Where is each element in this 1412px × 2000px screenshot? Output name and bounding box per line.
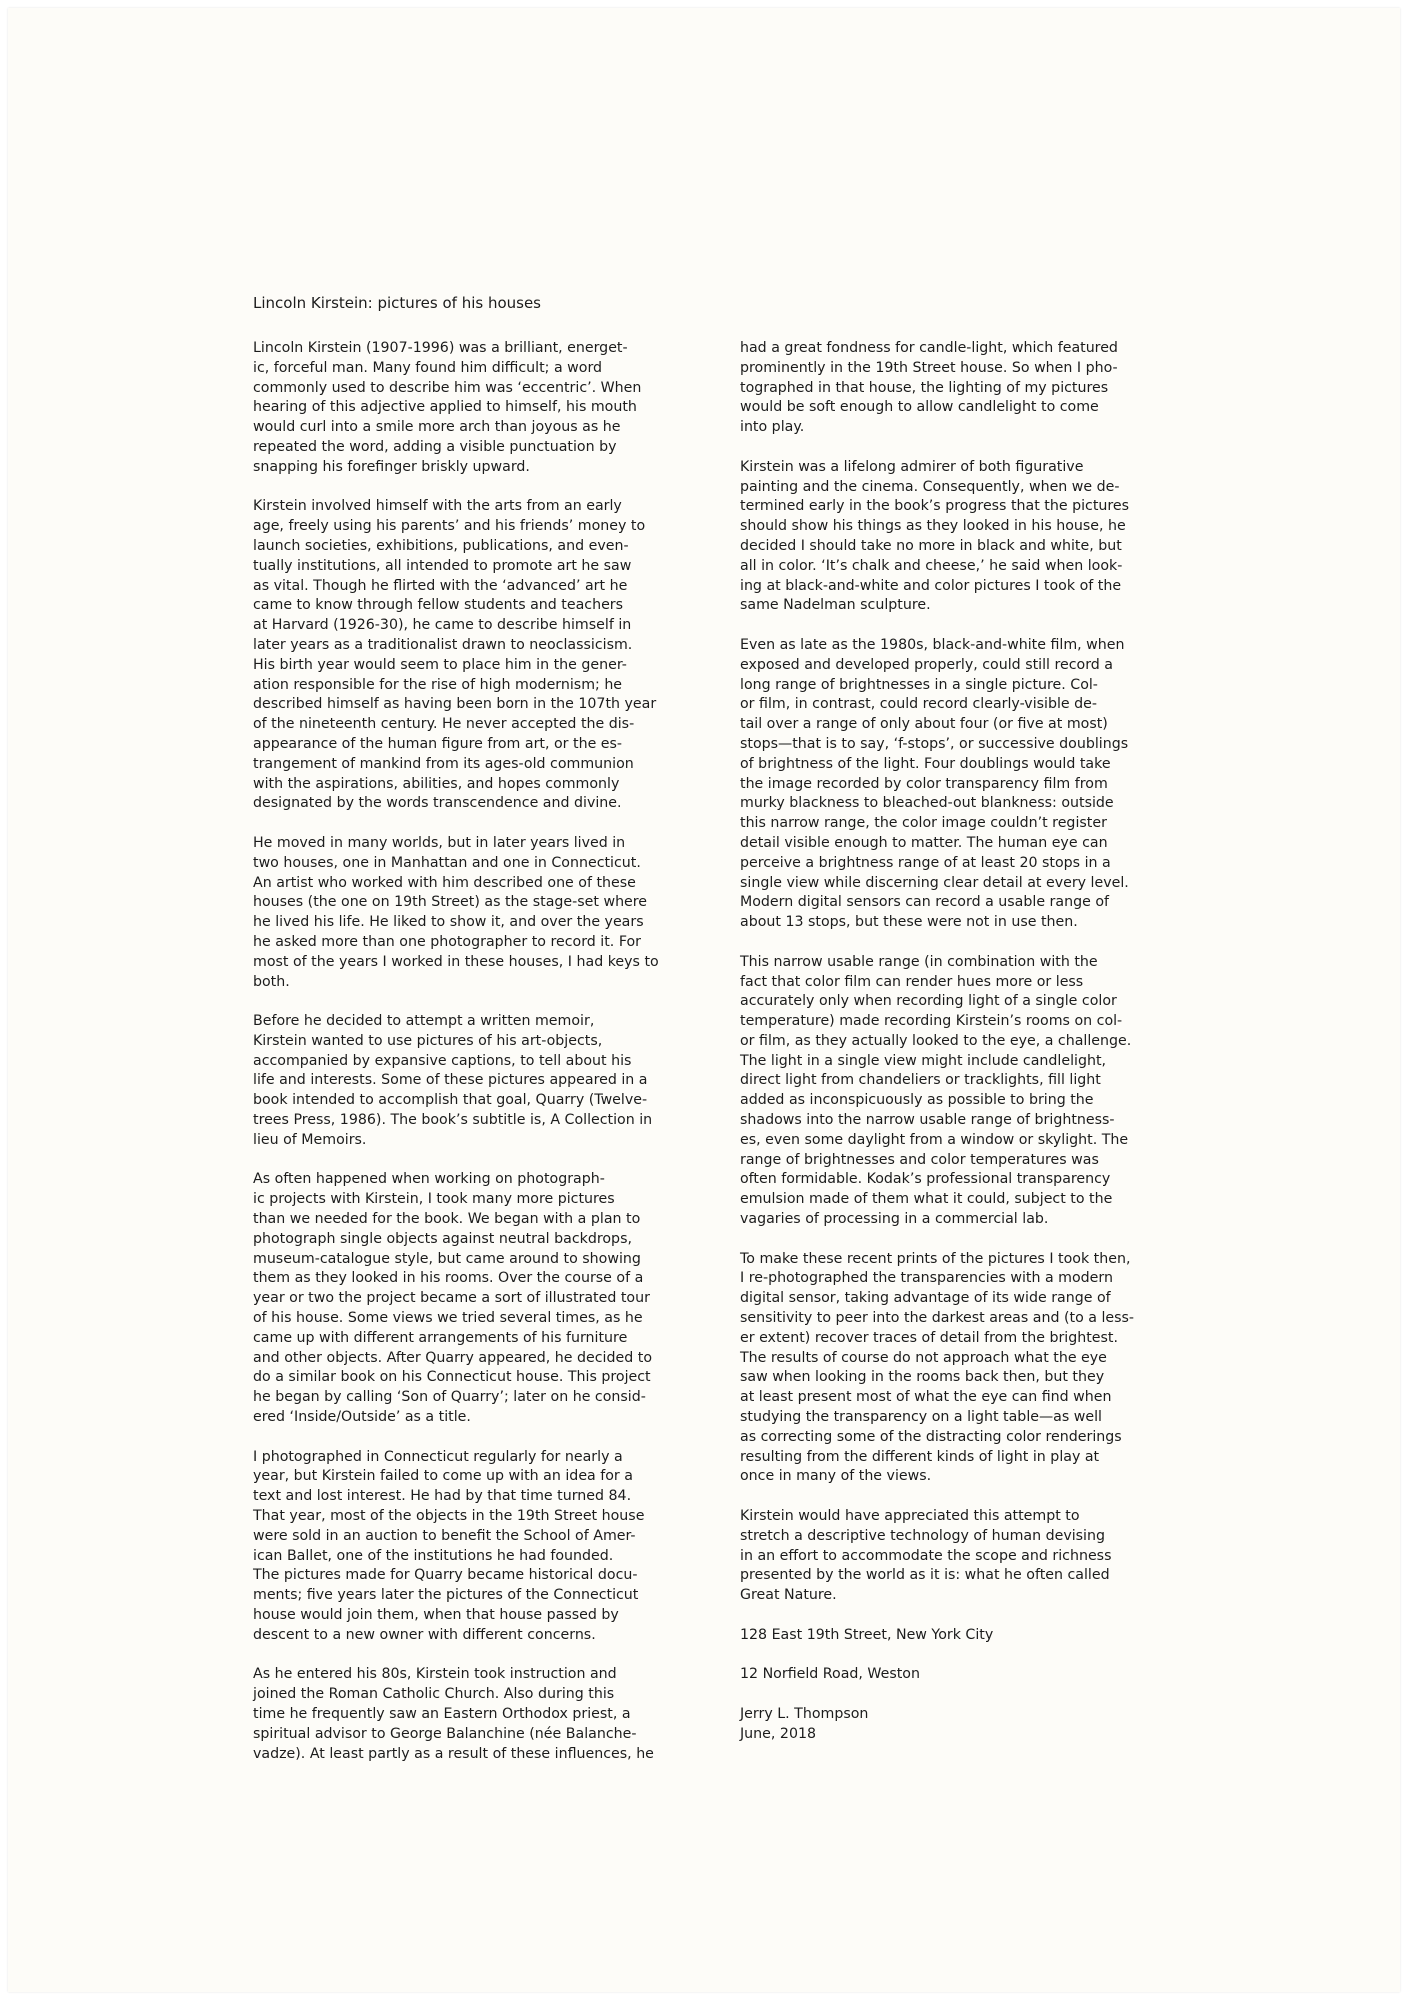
signature-name: Jerry L. Thompson <box>740 1705 869 1722</box>
paragraph: Kirstein would have appreciated this attempt to stretch a descriptive technology of human devising in an effort to accommodate the scope and richness presented by the world as it is: what he often called Great Nature. <box>740 1508 1112 1604</box>
right-column <box>740 339 1178 1745</box>
paragraph: As often happened when working on photograph- ic projects with Kirstein, I took many more pictures than we needed for the book. We began with a plan to photograph single objects against neutral backdrops, museum-catalogue style, but came around to showing them as they looked in his rooms. Over the course of a year or two the project became a sort of illustrated tour of his house. Some views we tried several times, as he came up with different arrangements of his furniture and other objects. After Quarry appeared, he decided to do a similar book on his Connecticut house. This project he began by calling ‘Son of Quarry’; later on he consid- ered ‘Inside/Outside’ as a title. <box>253 1171 652 1426</box>
paragraph: Lincoln Kirstein (1907-1996) was a brilliant, energet- ic, forceful man. Many found him difficult; a word commonly used to describe him was ‘eccentric’. When hearing of this adjective applied to himself, his mouth would curl into a smile more arch than joyous as he repeated the word, adding a visible punctuation by snapping his forefinger briskly upward. <box>253 340 642 475</box>
paragraph: As he entered his 80s, Kirstein took instruction and joined the Roman Catholic Church. Also during this time he frequently saw an Eastern Orthodox priest, a spiritual advisor to George Balanchine (née Balanche- vadze). At least partly as a result of these influences, he <box>253 1666 654 1762</box>
signature-date: June, 2018 <box>740 1725 817 1742</box>
paragraph: had a great fondness for candle-light, which featured prominently in the 19th Street house. So when I pho- tographed in that house, the lighting of my pictures would be soft enough to allow candlelight to come into play. <box>740 340 1118 436</box>
paragraph: This narrow usable range (in combination with the fact that color film can render hues more or less accurately only when recording light of a single color temperature) made recording Kirstein’s rooms on col- or film, as they actually looked to the eye, a challenge. The light in a single view might include candlelight, direct light from chandeliers or tracklights, fill light added as inconspicuously as possible to bring the shadows into the narrow usable range of brightness- es, even some daylight from a window or skylight. The range of brightnesses and color temperatures was often formidable. Kodak’s professional transparency emulsion made of them what it could, subject to the vagaries of processing in a commercial lab. <box>740 953 1132 1228</box>
paragraph: I photographed in Connecticut regularly for nearly a year, but Kirstein failed to come up with an idea for a text and lost interest. He had by that time turned 84. That year, most of the objects in the 19th Street house were sold in an auction to benefit the School of Amer- ican Ballet, one of the institutions he had founded. The pictures made for Quarry became historical docu- ments; five years later the pictures of the Connecticut house would join them, when that house passed by descent to a new owner with different concerns. <box>253 1448 645 1643</box>
paragraph: Even as late as the 1980s, black-and-white film, when exposed and developed properly, could still record a long range of brightnesses in a single picture. Col- or film, in contrast, could record clearly-visible de- tail over a range of only about four (or five at most) stops—that is to say, ‘f-stops’, or successive doublings of brightness of the light. Four doublings would take the image recorded by color transparency film from murky blackness to bleached-out blankness: outside this narrow range, the color image couldn’t register detail visible enough to matter. The human eye can perceive a brightness range of at least 20 stops in a single view while discerning clear detail at every level. Modern digital sensors can record a usable range of about 13 stops, but these were not in use then. <box>740 636 1129 931</box>
paragraph: To make these recent prints of the pictures I took then, I re-photographed the transparencies with a modern digital sensor, taking advantage of its wide range of sensitivity to peer into the darkest areas and (to a less- er extent) recover traces of detail from the brightest. The results of course do not approach what the eye saw when looking in the rooms back then, but they at least present most of what the eye can find when studying the transparency on a light table—as well as correcting some of the distracting color renderings resulting from the different kinds of light in play at once in many of the views. <box>740 1250 1135 1485</box>
paragraph: Kirstein was a lifelong admirer of both figurative painting and the cinema. Consequently, when we de- termined early in the book’s progress that the pictures should show his things as they looked in his house, he decided I should take no more in black and white, but all in color. ‘It’s chalk and cheese,’ he said when look- ing at black-and-white and color pictures I took of the same Nadelman sculpture. <box>740 458 1130 614</box>
page-title: Lincoln Kirstein: pictures of his houses <box>253 294 541 312</box>
document-page <box>8 8 1400 1992</box>
address-weston: 12 Norfield Road, Weston <box>740 1666 920 1683</box>
paragraph: He moved in many worlds, but in later years lived in two houses, one in Manhattan and one in Connecticut. An artist who worked with him described one of these houses (the one on 19th Street) as the stage-set where he lived his life. He liked to show it, and over the years he asked more than one photographer to record it. For most of the years I worked in these houses, I had keys to both. <box>253 834 659 990</box>
left-column <box>253 339 691 1764</box>
paragraph: Kirstein involved himself with the arts from an early age, freely using his parents’ and his friends’ money to launch societies, exhibitions, publications, and even- tually institutions, all intended to promote art he saw as vital. Though he flirted with the ‘advanced’ art he came to know through fellow students and teachers at Harvard (1926-30), he came to describe himself in later years as a traditionalist drawn to neoclassicism. His birth year would seem to place him in the gener- ation responsible for the rise of high modernism; he described himself as having been born in the 107th year of the nineteenth century. He never accepted the dis- appearance of the human figure from art, or the es- trangement of mankind from its ages-old communion with the aspirations, abilities, and hopes commonly designated by the words transcendence and divine. <box>253 498 657 812</box>
paragraph: Before he decided to attempt a written memoir, Kirstein wanted to use pictures of his art-objects, accompanied by expansive captions, to tell about his life and interests. Some of these pictures appeared in a book intended to accomplish that goal, Quarry (Twelve- trees Press, 1986). The book’s subtitle is, A Collection in lieu of Memoirs. <box>253 1013 653 1148</box>
address-manhattan: 128 East 19th Street, New York City <box>740 1626 994 1643</box>
